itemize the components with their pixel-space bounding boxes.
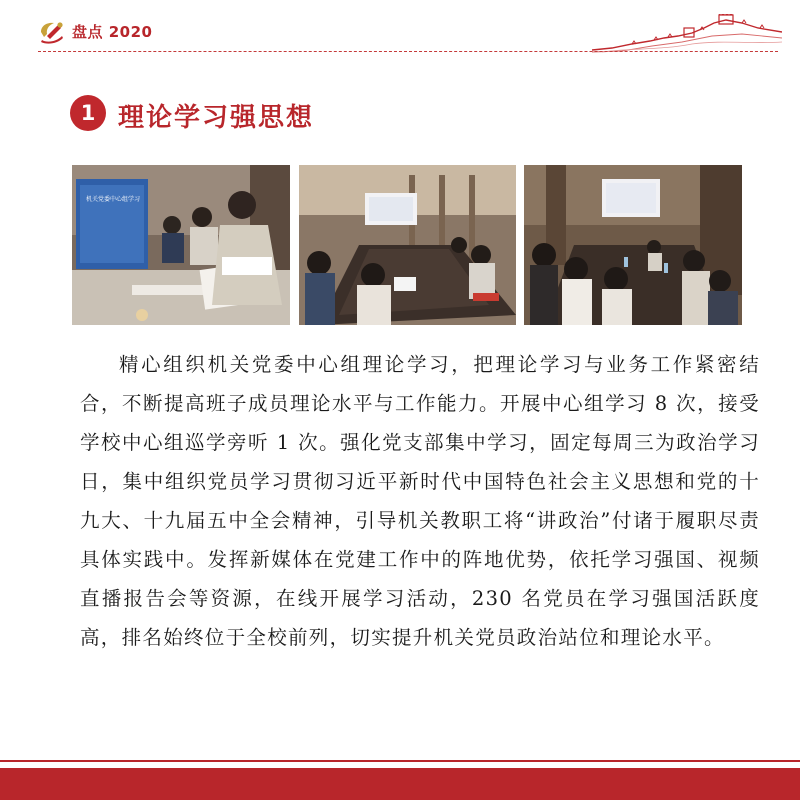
- meeting-photo-2: [299, 165, 516, 325]
- footer-line: [0, 760, 800, 762]
- header-divider: [38, 51, 778, 52]
- body-paragraph: 精心组织机关党委中心组理论学习，把理论学习与业务工作紧密结合，不断提高班子成员理论水平与工作能力。开展中心组学习 8 次，接受学校中心组巡学旁听 1 次。强化党支部集中学习，固定每周三为政治学习日，集中组织党员学习贯彻习近平新时代中国特色社会主义思想和党的十九大、十九届五中全会精神，引导机关教职工将“讲政治”付诸于履职尽责具体实践中。发挥新媒体在党建工作中的阵地优势，依托学习强国、视频直播报告会等资源，在线开展学习活动，230 名党员在学习强国活跃度高，排名始终位于全校前列，切实提升机关党员政治站位和理论水平。: [80, 353, 760, 649]
- meeting-photo-1: [72, 165, 290, 325]
- footer-bar: [0, 768, 800, 800]
- great-wall-icon: [592, 14, 782, 54]
- section-number-badge: 1: [70, 95, 106, 131]
- header-title: 盘点 2020: [72, 23, 153, 41]
- section-title: 理论学习强思想: [118, 103, 315, 133]
- meeting-photo-3: [524, 165, 742, 325]
- party-emblem-icon: [38, 20, 66, 44]
- page-header: [0, 0, 800, 62]
- projection-screen-text: 机关党委中心组学习: [86, 196, 141, 203]
